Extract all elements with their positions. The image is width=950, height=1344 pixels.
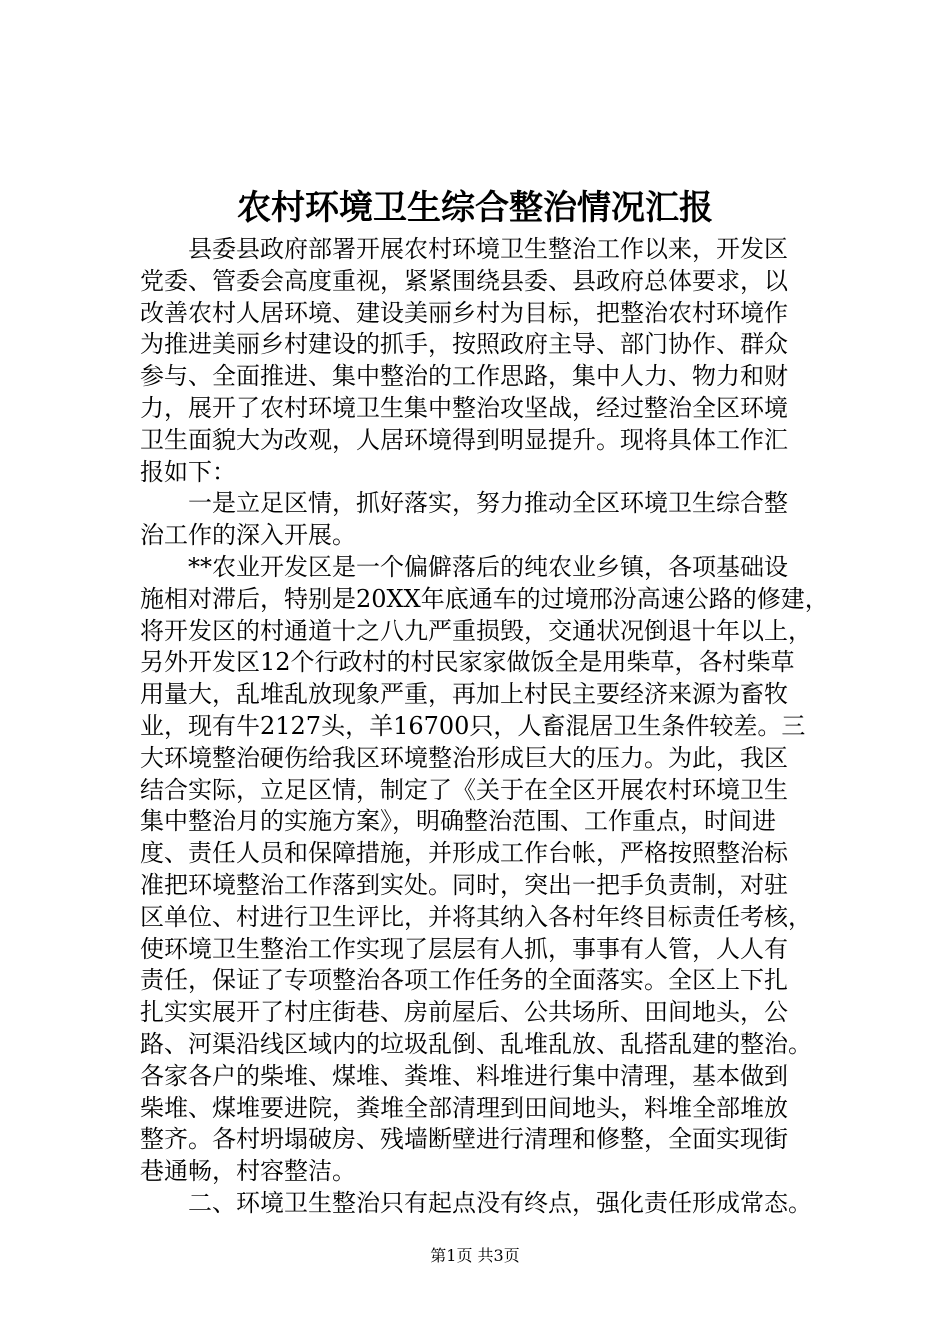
- body-line: 党委、管委会高度重视，紧紧围绕县委、县政府总体要求，以: [140, 266, 788, 295]
- body-line: 施相对滞后，特别是20XX年底通车的过境邢汾高速公路的修建，: [140, 584, 829, 613]
- body-line: 改善农村人居环境、建设美丽乡村为目标，把整治农村环境作: [140, 298, 788, 327]
- body-line: 县委县政府部署开展农村环境卫生整治工作以来，开发区: [188, 235, 788, 263]
- body-line: 度、责任人员和保障措施，并形成工作台帐，严格按照整治标: [140, 839, 788, 868]
- body-line: 责任，保证了专项整治各项工作任务的全面落实。全区上下扎: [140, 966, 788, 995]
- body-line: 用量大，乱堆乱放现象严重，再加上村民主要经济来源为畜牧: [140, 680, 788, 709]
- body-line: 使环境卫生整治工作实现了层层有人抓，事事有人管，人人有: [140, 934, 788, 963]
- body-line: 准把环境整治工作落到实处。同时，突出一把手负责制，对驻: [140, 870, 788, 899]
- body-line: 报如下：: [140, 457, 236, 486]
- body-line: 集中整治月的实施方案》，明确整治范围、工作重点，时间进: [140, 807, 776, 836]
- body-line: 参与、全面推进、集中整治的工作思路，集中人力、物力和财: [140, 362, 788, 391]
- body-line: 将开发区的村通道十之八九严重损毁，交通状况倒退十年以上，: [140, 616, 812, 645]
- document-body: [140, 234, 852, 1220]
- body-line: 大环境整治硬伤给我区环境整治形成巨大的压力。为此，我区: [140, 743, 788, 772]
- body-line: 整齐。各村坍塌破房、残墙断壁进行清理和修整，全面实现街: [140, 1125, 788, 1154]
- body-line: 结合实际，立足区情，制定了《关于在全区开展农村环境卫生: [140, 775, 788, 804]
- body-line: 力，展开了农村环境卫生集中整治攻坚战，经过整治全区环境: [140, 393, 788, 422]
- body-line: 巷通畅，村容整洁。: [140, 1157, 356, 1186]
- body-line: 卫生面貌大为改观，人居环境得到明显提升。现将具体工作汇: [140, 425, 788, 454]
- body-line: 另外开发区12个行政村的村民家家做饭全是用柴草，各村柴草: [140, 648, 795, 677]
- body-line: 区单位、村进行卫生评比，并将其纳入各村年终目标责任考核，: [140, 902, 812, 931]
- body-line: 二、环境卫生整治只有起点没有终点，强化责任形成常态。: [188, 1188, 812, 1217]
- body-line: 路、河渠沿线区域内的垃圾乱倒、乱堆乱放、乱搭乱建的整治。: [140, 1029, 812, 1058]
- document-title: 农村环境卫生综合整治情况汇报: [237, 188, 713, 228]
- body-line: 扎实实展开了村庄街巷、房前屋后、公共场所、田间地头，公: [140, 998, 788, 1027]
- page-footer: 第1页 共3页: [430, 1246, 520, 1265]
- body-line: 业，现有牛2127头，羊16700只，人畜混居卫生条件较差。三: [140, 711, 806, 740]
- body-line: 一是立足区情，抓好落实，努力推动全区环境卫生综合整: [188, 489, 788, 518]
- body-line: 为推进美丽乡村建设的抓手，按照政府主导、部门协作、群众: [140, 330, 788, 359]
- body-line: 各家各户的柴堆、煤堆、粪堆、料堆进行集中清理，基本做到: [140, 1061, 788, 1090]
- body-line: 柴堆、煤堆要进院，粪堆全部清理到田间地头，料堆全部堆放: [140, 1093, 788, 1122]
- body-line: 治工作的深入开展。: [140, 521, 356, 550]
- body-line: **农业开发区是一个偏僻落后的纯农业乡镇，各项基础设: [188, 552, 788, 581]
